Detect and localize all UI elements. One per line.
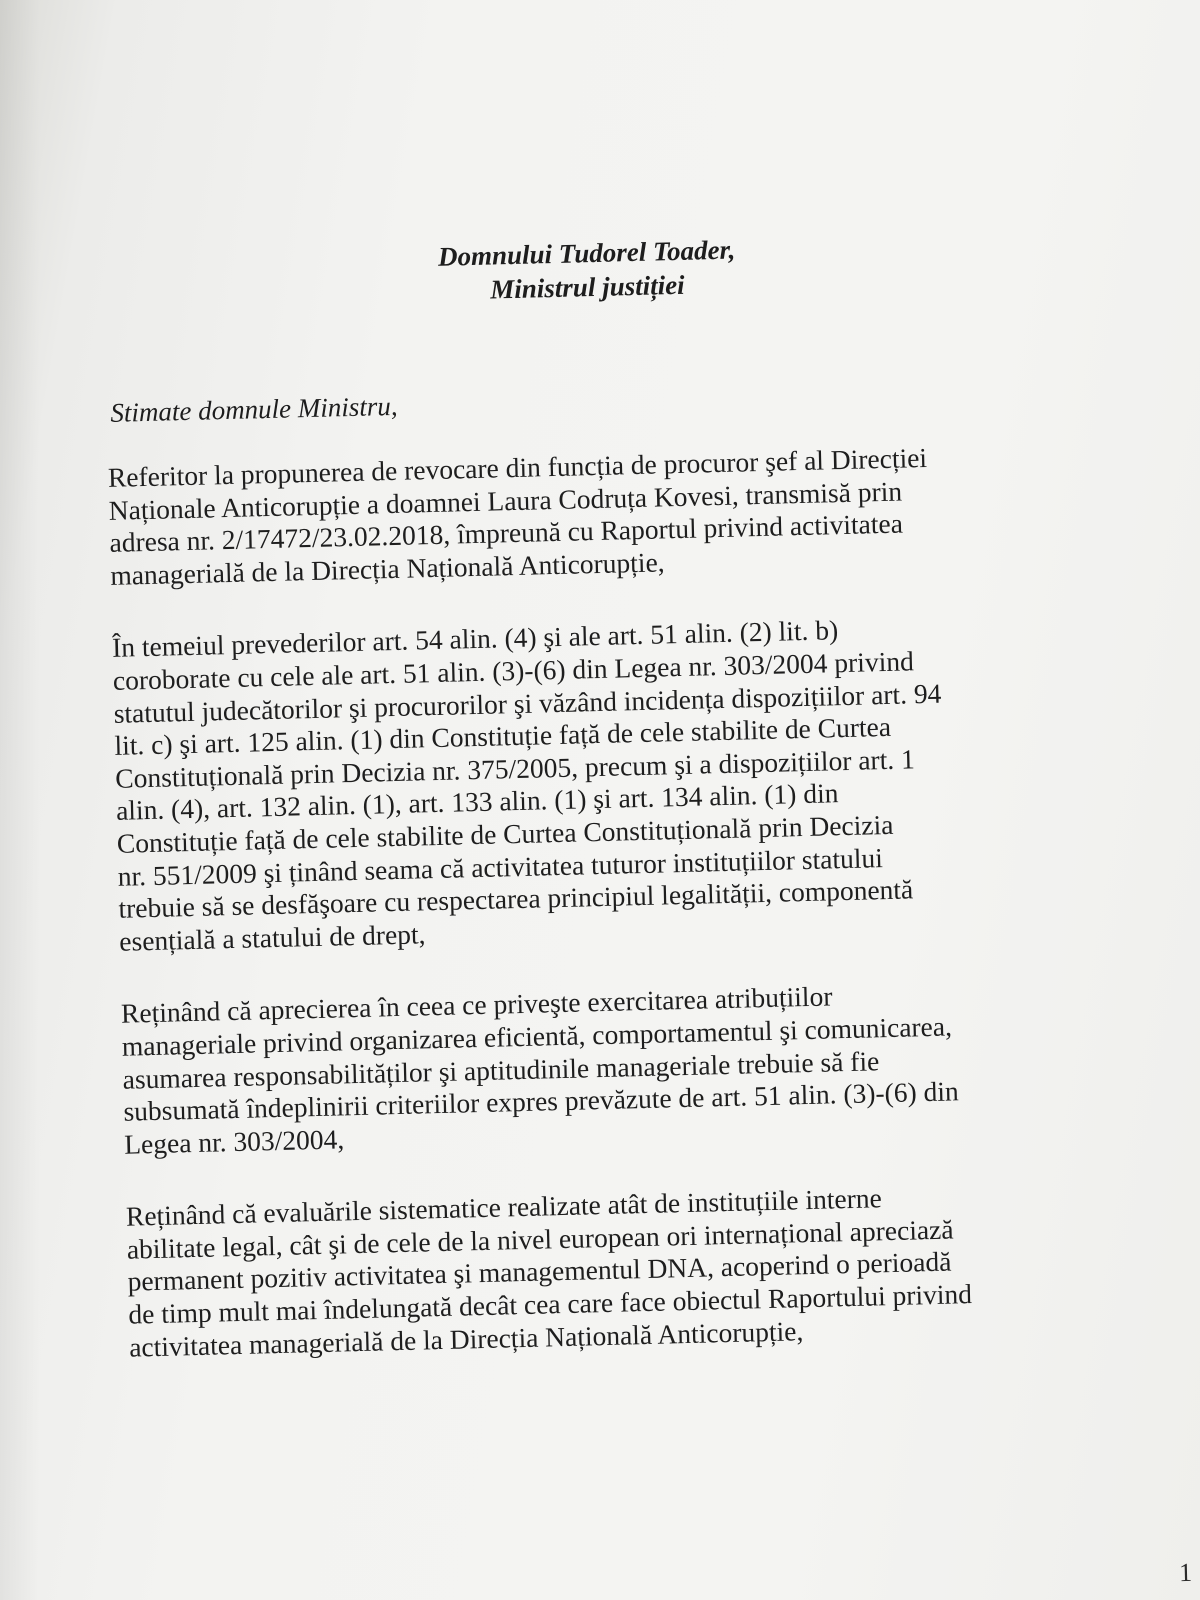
salutation: Stimate domnule Ministru, [110,390,398,428]
addressee-block [286,229,887,312]
paragraph-reference: Referitor la propunerea de revocare din funcția de procuror şef al Direcției Naționale Anticorupție a doamnei Laura Codruța Kovesi, transmisă prin adresa nr. 2/17472/23.02.2018, împreună cu Raportul privind activitatea managerială de la Direcția Națională Anticorupție, [107,441,928,591]
paragraph-legal-basis: În temeiul prevederilor art. 54 alin. (4) şi ale art. 51 alin. (2) lit. b) coroborate cu cele ale art. 51 alin. (3)-(6) din Legea nr. 303/2004 privind statutul judecătorilor şi procurorilor şi văzând incidența dispozițiilor art. 94 lit. c) şi art. 125 alin. (1) din Constituție față de cele stabilite de Curtea Constituțională prin Decizia nr. 375/2005, precum şi a dispozițiilor art. 1 alin. (4), art. 132 alin. (1), art. 133 alin. (1) şi art. 134 alin. (1) din Constituție față de cele stabilite de Curtea Constituțională prin Decizia nr. 551/2009 şi ținând seama că activitatea tuturor instituțiilor statului trebuie să se desfăşoare cu respectarea principiul legalității, componentă esențială a statului de drept, [111,614,942,957]
paragraph-assessment: Reținând că aprecierea în ceea ce priveşte exercitarea atribuțiilor manageriale privind organizarea eficientă, comportamentul şi comunicarea, asumarea responsabilităților şi aptitudinile manageriale trebuie să fie subsumată îndeplinirii criteriilor expres prevăzute de art. 51 alin. (3)-(6) din Legea nr. 303/2004, [120,980,960,1160]
letter-body [108,437,1153,1404]
addressee-name: Domnului Tudorel Toader, [437,234,736,272]
addressee-title: Ministrul justiției [489,269,685,305]
paragraph-evaluations: Reținând că evaluările sistematice realizate atât de instituțiile interne abilitate legal, cât şi de cele de la nivel european ori internațional apreciază permanent pozitiv activitatea şi managementul DNA, acoperind o perioadă de timp mult mai îndelungată decât cea care face obiectul Raportului privind activitatea managerială de la Direcția Națională Anticorupție, [125,1182,973,1363]
page-number: 1 [1178,1557,1193,1588]
